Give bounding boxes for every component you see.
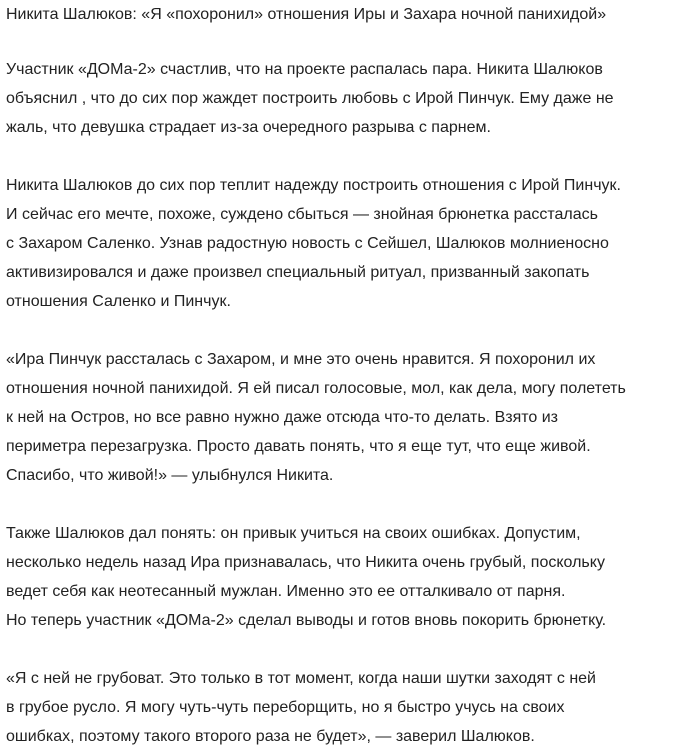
paragraph-line: Но теперь участник «ДОМа-2» сделал выводы и готов вновь покорить брюнетку. — [6, 612, 607, 629]
paragraph-line: несколько недель назад Ира признавалась, что Никита очень грубый, поскольку — [6, 554, 605, 571]
paragraph-line: жаль, что девушка страдает из-за очередного разрыва с парнем. — [6, 119, 491, 136]
article-body — [6, 55, 699, 751]
paragraph-line: «Ира Пинчук рассталась с Захаром, и мне это очень нравится. Я похоронил их — [6, 351, 596, 368]
paragraph-line: Также Шалюков дал понять: он привык учиться на своих ошибках. Допустим, — [6, 525, 581, 542]
paragraph — [6, 519, 699, 635]
paragraph-line: Участник «ДОМа-2» счастлив, что на проекте распалась пара. Никита Шалюков — [6, 61, 603, 78]
paragraph — [6, 345, 699, 490]
paragraph — [6, 171, 699, 316]
paragraph-line: ведет себя как неотесанный мужлан. Именно это ее отталкивало от парня. — [6, 583, 566, 600]
paragraph-line: отношения Саленко и Пинчук. — [6, 293, 231, 310]
paragraph-line: отношения ночной панихидой. Я ей писал голосовые, мол, как дела, могу полететь — [6, 380, 626, 397]
paragraph-line: с Захаром Саленко. Узнав радостную новость с Сейшел, Шалюков молниеносно — [6, 235, 609, 252]
paragraph-line: Никита Шалюков до сих пор теплит надежду построить отношения с Ирой Пинчук. — [6, 177, 621, 194]
paragraph-line: Спасибо, что живой!» — улыбнулся Никита. — [6, 467, 334, 484]
paragraph-line: периметра перезагрузка. Просто давать понять, что я еще тут, что еще живой. — [6, 438, 591, 455]
article-title: Никита Шалюков: «Я «похоронил» отношения Иры и Захара ночной панихидой» — [6, 6, 607, 23]
paragraph-line: в грубое русло. Я могу чуть-чуть переборщить, но я быстро учусь на своих — [6, 699, 565, 716]
paragraph-line: «Я с ней не грубоват. Это только в тот момент, когда наши шутки заходят с ней — [6, 670, 596, 687]
paragraph — [6, 664, 699, 751]
paragraph-line: И сейчас его мечте, похоже, суждено сбыться — знойная брюнетка рассталась — [6, 206, 598, 223]
paragraph-line: объяснил , что до сих пор жаждет построить любовь с Ирой Пинчук. Ему даже не — [6, 90, 614, 107]
paragraph-line: активизировался и даже произвел специальный ритуал, призванный закопать — [6, 264, 590, 281]
paragraph-line: ошибках, поэтому такого второго раза не будет», — заверил Шалюков. — [6, 728, 535, 745]
paragraph-line: к ней на Остров, но все равно нужно даже отсюда что-то делать. Взято из — [6, 409, 559, 426]
paragraph — [6, 55, 699, 142]
